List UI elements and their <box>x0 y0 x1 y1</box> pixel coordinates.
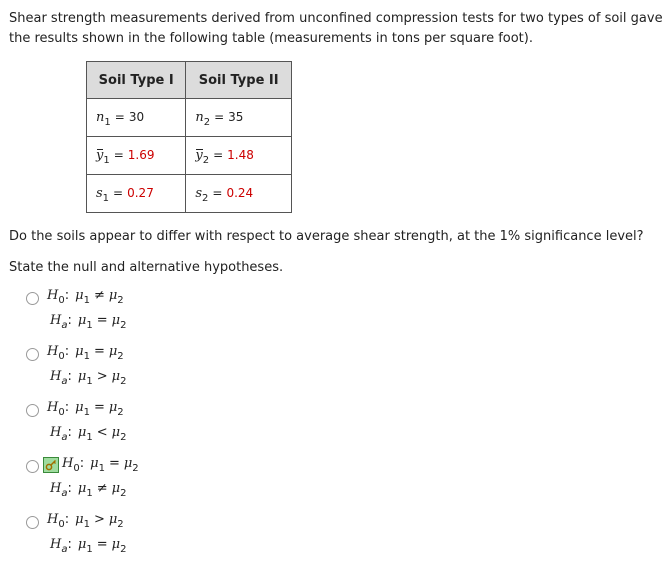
null-hypothesis: $H_0$: $\mu_1 > \mu_2$ <box>47 512 124 530</box>
null-hypothesis: $H_0$: $\mu_1 \ne \mu_2$ <box>47 288 124 306</box>
null-hypothesis: $H_0$: $\mu_1 = \mu_2$ <box>62 456 139 474</box>
sample-sd-soil-2: $s_2 = 0.24$ <box>186 175 292 213</box>
table-row <box>87 137 292 175</box>
hypothesis-option-4[interactable] <box>26 458 226 506</box>
sample-mean-soil-1: $y_1 = 1.69$ <box>87 137 186 175</box>
question-text: Do the soils appear to differ with respect to average shear strength, at the 1% significance level? <box>9 229 644 244</box>
alternative-hypothesis: $H_a$: $\mu_1 = \mu_2$ <box>50 537 127 555</box>
sample-size-soil-2: $n_2 = 35$ <box>186 99 292 137</box>
hypothesis-option-5[interactable] <box>26 514 226 562</box>
radio-button[interactable] <box>26 348 39 361</box>
radio-button[interactable] <box>26 516 39 529</box>
instruction-text: State the null and alternative hypotheses. <box>9 260 284 275</box>
radio-button[interactable] <box>26 292 39 305</box>
radio-button[interactable] <box>26 404 39 417</box>
hypothesis-option-3[interactable] <box>26 402 226 450</box>
sample-mean-soil-2: $y_2 = 1.48$ <box>186 137 292 175</box>
hypothesis-option-2[interactable] <box>26 346 226 394</box>
sample-sd-soil-1: $s_1 = 0.27$ <box>87 175 186 213</box>
null-hypothesis: $H_0$: $\mu_1 = \mu_2$ <box>47 344 124 362</box>
table-header-row <box>87 62 292 99</box>
problem-intro: Shear strength measurements derived from unconfined compression tests for two types of soil gave the results shown in the following table (measurements in tons per square foot). <box>9 11 663 46</box>
table-row <box>87 175 292 213</box>
column-header-soil-type-1: Soil Type I <box>87 62 186 99</box>
sample-size-soil-1: $n_1 = 30$ <box>87 99 186 137</box>
key-icon <box>43 457 59 473</box>
column-header-soil-type-2: Soil Type II <box>186 62 292 99</box>
alternative-hypothesis: $H_a$: $\mu_1 \ne \mu_2$ <box>50 481 127 499</box>
alternative-hypothesis: $H_a$: $\mu_1 > \mu_2$ <box>50 369 127 387</box>
table-row <box>87 99 292 137</box>
soil-data-table <box>86 61 292 213</box>
alternative-hypothesis: $H_a$: $\mu_1 < \mu_2$ <box>50 425 127 443</box>
radio-button[interactable] <box>26 460 39 473</box>
alternative-hypothesis: $H_a$: $\mu_1 = \mu_2$ <box>50 313 127 331</box>
hypothesis-option-1[interactable] <box>26 290 226 338</box>
null-hypothesis: $H_0$: $\mu_1 = \mu_2$ <box>47 400 124 418</box>
